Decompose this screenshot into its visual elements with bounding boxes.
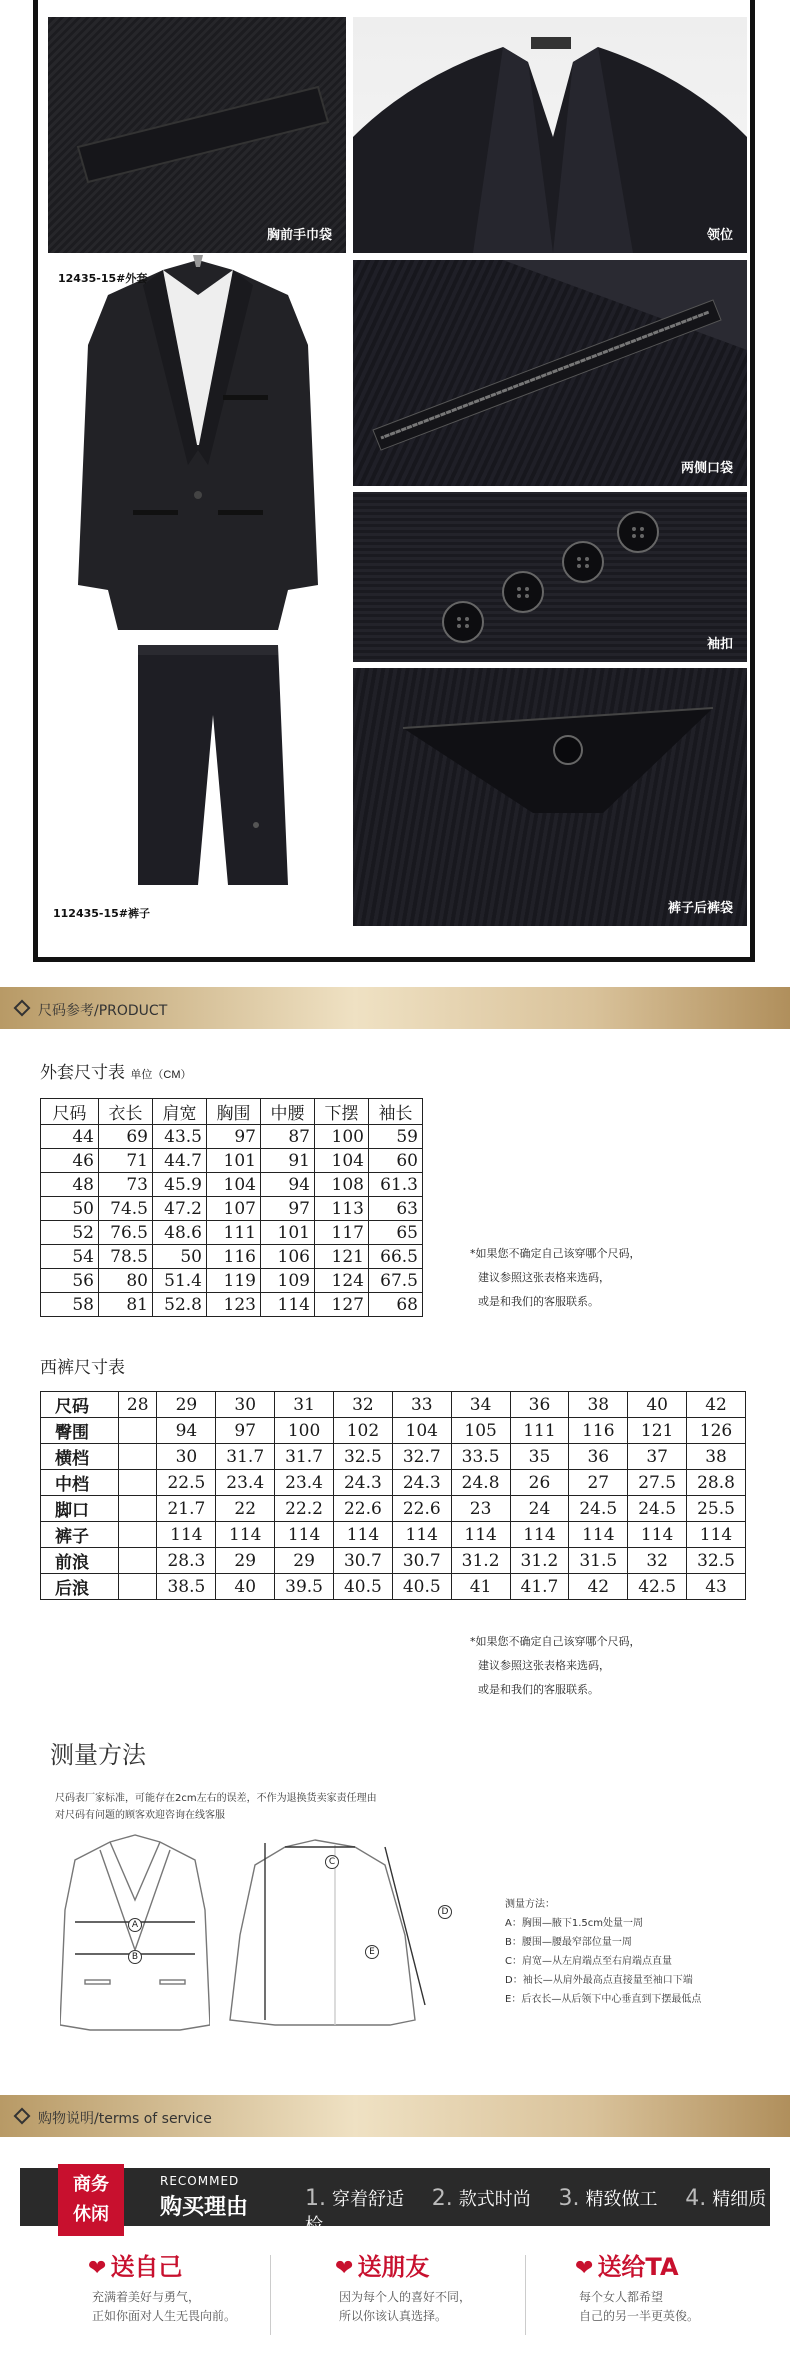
reason-num: 3.	[558, 2186, 580, 2211]
pants-cell: 23.4	[216, 1470, 275, 1496]
pants-cell: 114	[216, 1522, 275, 1548]
pants-cell: 32.7	[392, 1444, 451, 1470]
jacket-cell: 78.5	[99, 1245, 153, 1269]
jacket-cell: 113	[315, 1197, 369, 1221]
jacket-cell: 101	[261, 1221, 315, 1245]
pants-cell: 22.6	[334, 1496, 393, 1522]
reason-num: 2.	[431, 2186, 453, 2211]
jacket-table-title	[40, 1058, 192, 1083]
size-section-bar	[0, 987, 790, 1029]
pants-cell: 臀围	[41, 1418, 119, 1444]
pants-cell: 22	[216, 1496, 275, 1522]
pants-cell: 22.5	[157, 1470, 216, 1496]
table-row	[41, 1418, 746, 1444]
pants-cell: 114	[157, 1522, 216, 1548]
gift-line: 每个女人都希望	[579, 2290, 664, 2304]
note-line: 建议参照这张表格来选码，	[478, 1271, 610, 1284]
lapel-photo	[353, 17, 747, 253]
jacket-header-cell: 下摆	[315, 1099, 369, 1125]
measure-title: 测量方法	[50, 1741, 146, 1769]
table-row	[41, 1149, 423, 1173]
measure-note	[55, 1790, 377, 1824]
marker-d: D	[438, 1905, 452, 1919]
gift-friend	[335, 2247, 471, 2326]
jacket-cell: 52	[41, 1221, 99, 1245]
jacket-cell: 44	[41, 1125, 99, 1149]
pants-cell: 脚口	[41, 1496, 119, 1522]
front-jacket-diagram	[60, 1830, 210, 2040]
heart-icon: ❤	[335, 2256, 354, 2281]
pants-cell	[119, 1470, 157, 1496]
jacket-cell: 51.4	[153, 1269, 207, 1293]
recommend-cn: 购买理由	[160, 2195, 249, 2220]
pants-cell: 23	[451, 1496, 510, 1522]
measure-note-2: 对尺码有问题的顾客欢迎咨询在线客服	[55, 1810, 225, 1821]
gift-line: 因为每个人的喜好不同，	[339, 2290, 472, 2304]
pants-cell: 31.2	[451, 1548, 510, 1574]
pants-cell: 23.4	[275, 1470, 334, 1496]
jacket-cell: 127	[315, 1293, 369, 1317]
jacket-cell: 73	[99, 1173, 153, 1197]
pants-header-cell: 尺码	[41, 1392, 119, 1418]
pants-cell: 97	[216, 1418, 275, 1444]
jacket-cell: 100	[315, 1125, 369, 1149]
badge-line-1: 商务	[73, 2174, 109, 2195]
jacket-cell: 106	[261, 1245, 315, 1269]
table-row	[41, 1444, 746, 1470]
pants-cell: 114	[451, 1522, 510, 1548]
jacket-cell: 61.3	[369, 1173, 423, 1197]
pants-cell: 27	[569, 1470, 628, 1496]
jacket-cell: 65	[369, 1221, 423, 1245]
pants-cell: 28.3	[157, 1548, 216, 1574]
jacket-cell: 121	[315, 1245, 369, 1269]
jacket-cell: 43.5	[153, 1125, 207, 1149]
pants-cell: 30.7	[392, 1548, 451, 1574]
reason-text: 精致做工	[585, 2189, 658, 2210]
marker-e: E	[365, 1945, 379, 1959]
pants-header-cell: 34	[451, 1392, 510, 1418]
jacket-cell: 109	[261, 1269, 315, 1293]
note-line: *如果您不确定自己该穿哪个尺码，	[470, 1635, 641, 1648]
jacket-cell: 74.5	[99, 1197, 153, 1221]
jacket-cell: 94	[261, 1173, 315, 1197]
pants-cell: 41	[451, 1574, 510, 1600]
pants-cell	[119, 1444, 157, 1470]
marker-a: A	[128, 1918, 142, 1932]
jacket-cell: 48.6	[153, 1221, 207, 1245]
legend-item: A：胸围—腋下1.5cm处量一周	[505, 1918, 643, 1929]
divider	[525, 2255, 526, 2335]
pants-cell: 114	[687, 1522, 746, 1548]
pants-cell: 37	[628, 1444, 687, 1470]
pants-cell: 40	[216, 1574, 275, 1600]
diamond-icon	[14, 2108, 31, 2125]
back-jacket-diagram	[225, 1835, 465, 2035]
reason-num: 4.	[685, 2186, 707, 2211]
pants-cell: 30.7	[334, 1548, 393, 1574]
table-row	[41, 1522, 746, 1548]
jacket-header-cell: 中腰	[261, 1099, 315, 1125]
note-line: 建议参照这张表格来选码，	[478, 1659, 610, 1672]
table-row	[41, 1221, 423, 1245]
jacket-cell: 97	[207, 1125, 261, 1149]
jacket-cell: 104	[207, 1173, 261, 1197]
pants-table-title: 西裤尺寸表	[40, 1358, 125, 1378]
pants-cell: 116	[569, 1418, 628, 1444]
jacket-cell: 116	[207, 1245, 261, 1269]
size-note-1	[470, 1247, 641, 1309]
pants-cell: 126	[687, 1418, 746, 1444]
jacket-cell: 71	[99, 1149, 153, 1173]
pants-cell: 24.3	[334, 1470, 393, 1496]
side-pocket-photo	[353, 260, 747, 486]
divider	[270, 2255, 271, 2335]
jacket-header-cell: 袖长	[369, 1099, 423, 1125]
table-row	[41, 1269, 423, 1293]
note-line: 或是和我们的客服联系。	[478, 1683, 599, 1696]
jacket-cell: 68	[369, 1293, 423, 1317]
jacket-cell: 107	[207, 1197, 261, 1221]
legend-item: E：后衣长—从后领下中心垂直到下摆最低点	[505, 1994, 702, 2005]
marker-c: C	[325, 1855, 339, 1869]
reason-list	[305, 2185, 770, 2237]
jacket-cell: 81	[99, 1293, 153, 1317]
pants-cell: 114	[569, 1522, 628, 1548]
pants-cell: 41.7	[510, 1574, 569, 1600]
pants-cell: 24.5	[628, 1496, 687, 1522]
jacket-cell: 47.2	[153, 1197, 207, 1221]
pants-cell: 22.6	[392, 1496, 451, 1522]
pants-cell: 100	[275, 1418, 334, 1444]
pants-cell: 31.5	[569, 1548, 628, 1574]
table-row	[41, 1197, 423, 1221]
heart-icon: ❤	[88, 2256, 107, 2281]
jacket-header-cell: 衣长	[99, 1099, 153, 1125]
pants-cell	[119, 1574, 157, 1600]
pants-cell: 33.5	[451, 1444, 510, 1470]
pants-cell: 30	[157, 1444, 216, 1470]
legend-item: C：肩宽—从左肩端点至右肩端点直量	[505, 1956, 672, 1967]
jacket-cell: 69	[99, 1125, 153, 1149]
pants-cell: 42	[569, 1574, 628, 1600]
jacket-cell: 123	[207, 1293, 261, 1317]
pants-cell	[119, 1496, 157, 1522]
cuff-button-photo	[353, 492, 747, 662]
jacket-cell: 67.5	[369, 1269, 423, 1293]
pants-cell: 38	[687, 1444, 746, 1470]
jacket-header-cell: 肩宽	[153, 1099, 207, 1125]
pants-header-cell: 40	[628, 1392, 687, 1418]
pants-cell: 40.5	[334, 1574, 393, 1600]
legend-title: 测量方法：	[505, 1899, 555, 1910]
pants-cell: 39.5	[275, 1574, 334, 1600]
pants-cell: 21.7	[157, 1496, 216, 1522]
back-pocket-photo	[353, 668, 747, 926]
jacket-cell: 104	[315, 1149, 369, 1173]
pants-cell: 111	[510, 1418, 569, 1444]
pants-cell: 前浪	[41, 1548, 119, 1574]
pants-cell: 25.5	[687, 1496, 746, 1522]
pants-cell: 26	[510, 1470, 569, 1496]
pants-cell: 裤子	[41, 1522, 119, 1548]
pants-cell: 24.8	[451, 1470, 510, 1496]
reason-text: 穿着舒适	[332, 2189, 404, 2210]
table-row	[41, 1173, 423, 1197]
pants-header-cell: 32	[334, 1392, 393, 1418]
jacket-cell: 124	[315, 1269, 369, 1293]
jacket-cell: 91	[261, 1149, 315, 1173]
pants-header-cell: 29	[157, 1392, 216, 1418]
size-section-label: 尺码参考/PRODUCT	[38, 1003, 168, 1019]
jacket-cell: 48	[41, 1173, 99, 1197]
pants-header-cell: 33	[392, 1392, 451, 1418]
measure-note-1: 尺码表厂家标准，可能存在2cm左右的误差，不作为退换货卖家责任理由	[55, 1793, 377, 1804]
jacket-cell: 114	[261, 1293, 315, 1317]
photo-gallery	[33, 0, 755, 962]
badge-line-2: 休闲	[73, 2204, 109, 2225]
recommend-en: RECOMMED	[160, 2174, 240, 2188]
table-row	[41, 1125, 423, 1149]
gift-line: 所以你该认真选择。	[339, 2309, 448, 2323]
gift-line: 自己的另一半更英俊。	[579, 2309, 700, 2323]
jacket-unit: 单位（CM）	[130, 1069, 192, 1081]
pants-cell	[119, 1548, 157, 1574]
pants-cell: 94	[157, 1418, 216, 1444]
diamond-icon	[14, 1000, 31, 1017]
heart-icon: ❤	[575, 2256, 594, 2281]
jacket-cell: 111	[207, 1221, 261, 1245]
pants-cell: 22.2	[275, 1496, 334, 1522]
legend-item: D：袖长—从肩外最高点直接量至袖口下端	[505, 1975, 693, 1986]
jacket-cell: 117	[315, 1221, 369, 1245]
pants-cell: 114	[510, 1522, 569, 1548]
jacket-cell: 101	[207, 1149, 261, 1173]
pants-cell: 42.5	[628, 1574, 687, 1600]
note-line: 或是和我们的客服联系。	[478, 1295, 599, 1308]
note-line: *如果您不确定自己该穿哪个尺码，	[470, 1247, 641, 1260]
jacket-cell: 50	[153, 1245, 207, 1269]
caption-pocket-square: 胸前手巾袋	[266, 228, 332, 243]
jacket-full-photo	[48, 255, 348, 645]
pants-cell: 40.5	[392, 1574, 451, 1600]
pants-cell: 114	[334, 1522, 393, 1548]
pants-cell	[119, 1522, 157, 1548]
jacket-size-table	[40, 1098, 423, 1317]
gift-title: 送自己	[110, 2253, 183, 2281]
terms-section-bar	[0, 2095, 790, 2137]
jacket-cell: 54	[41, 1245, 99, 1269]
table-row	[41, 1245, 423, 1269]
caption-back-pocket: 裤子后裤袋	[667, 901, 733, 916]
jacket-cell: 44.7	[153, 1149, 207, 1173]
jacket-cell: 80	[99, 1269, 153, 1293]
pants-cell: 38.5	[157, 1574, 216, 1600]
pocket-square-photo	[48, 17, 346, 253]
gift-self	[88, 2247, 236, 2326]
jacket-header-cell: 胸围	[207, 1099, 261, 1125]
table-row	[41, 1548, 746, 1574]
pants-cell: 29	[275, 1548, 334, 1574]
pants-header-cell: 42	[687, 1392, 746, 1418]
jacket-cell: 76.5	[99, 1221, 153, 1245]
pants-cell: 36	[569, 1444, 628, 1470]
jacket-header-cell: 尺码	[41, 1099, 99, 1125]
gift-title: 送朋友	[357, 2253, 430, 2281]
pants-header-cell: 28	[119, 1392, 157, 1418]
reason-text: 精细质检	[305, 2189, 767, 2236]
pants-size-table	[40, 1391, 746, 1600]
caption-side-pocket: 两侧口袋	[680, 461, 733, 476]
pants-cell: 32.5	[687, 1548, 746, 1574]
pants-cell: 114	[392, 1522, 451, 1548]
pants-cell: 35	[510, 1444, 569, 1470]
terms-section-label: 购物说明/terms of service	[38, 2111, 212, 2127]
measure-legend	[505, 1895, 701, 2009]
reason-text: 款式时尚	[458, 2189, 531, 2210]
pants-cell: 121	[628, 1418, 687, 1444]
jacket-cell: 97	[261, 1197, 315, 1221]
jacket-cell: 52.8	[153, 1293, 207, 1317]
pants-header-cell: 38	[569, 1392, 628, 1418]
pants-cell: 28.8	[687, 1470, 746, 1496]
jacket-cell: 59	[369, 1125, 423, 1149]
pants-cell: 中档	[41, 1470, 119, 1496]
jacket-label: 12435-15#外套	[58, 272, 148, 285]
pants-cell: 104	[392, 1418, 451, 1444]
jacket-cell: 45.9	[153, 1173, 207, 1197]
jacket-cell: 108	[315, 1173, 369, 1197]
pants-label: 112435-15#裤子	[53, 907, 151, 920]
reason-num: 1.	[305, 2186, 326, 2211]
gift-ta	[575, 2247, 699, 2326]
jacket-cell: 50	[41, 1197, 99, 1221]
pants-cell: 31.7	[216, 1444, 275, 1470]
pants-cell: 105	[451, 1418, 510, 1444]
jacket-cell: 46	[41, 1149, 99, 1173]
pants-cell: 43	[687, 1574, 746, 1600]
caption-lapel: 领位	[706, 228, 733, 243]
pants-cell: 31.7	[275, 1444, 334, 1470]
jacket-cell: 60	[369, 1149, 423, 1173]
recommend-banner	[20, 2168, 770, 2236]
pants-cell	[119, 1418, 157, 1444]
jacket-cell: 66.5	[369, 1245, 423, 1269]
gift-line: 充满着美好与勇气，	[92, 2290, 201, 2304]
gift-line: 正如你面对人生无畏向前。	[92, 2309, 237, 2323]
pants-cell: 32	[628, 1548, 687, 1574]
table-row	[41, 1470, 746, 1496]
pants-cell: 114	[628, 1522, 687, 1548]
jacket-cell: 87	[261, 1125, 315, 1149]
pants-cell: 27.5	[628, 1470, 687, 1496]
marker-b: B	[128, 1950, 142, 1964]
pants-cell: 横档	[41, 1444, 119, 1470]
pants-photo	[118, 645, 318, 895]
gift-title: 送给TA	[597, 2253, 679, 2281]
pants-cell: 102	[334, 1418, 393, 1444]
jacket-cell: 119	[207, 1269, 261, 1293]
pants-header-cell: 31	[275, 1392, 334, 1418]
jacket-cell: 63	[369, 1197, 423, 1221]
table-row	[41, 1293, 423, 1317]
pants-header-cell: 30	[216, 1392, 275, 1418]
size-note-2	[470, 1635, 641, 1697]
pants-cell: 114	[275, 1522, 334, 1548]
pants-cell: 32.5	[334, 1444, 393, 1470]
jacket-title-text: 外套尺寸表	[40, 1063, 125, 1083]
pants-cell: 31.2	[510, 1548, 569, 1574]
pants-cell: 后浪	[41, 1574, 119, 1600]
business-casual-badge	[58, 2164, 124, 2236]
jacket-cell: 58	[41, 1293, 99, 1317]
pants-cell: 29	[216, 1548, 275, 1574]
pants-cell: 24.5	[569, 1496, 628, 1522]
legend-item: B：腰围—腰最窄部位量一周	[505, 1937, 632, 1948]
table-row	[41, 1574, 746, 1600]
pants-cell: 24	[510, 1496, 569, 1522]
pants-header-cell: 36	[510, 1392, 569, 1418]
pants-cell: 24.3	[392, 1470, 451, 1496]
jacket-cell: 56	[41, 1269, 99, 1293]
caption-cuff-button: 袖扣	[706, 637, 733, 652]
table-row	[41, 1496, 746, 1522]
